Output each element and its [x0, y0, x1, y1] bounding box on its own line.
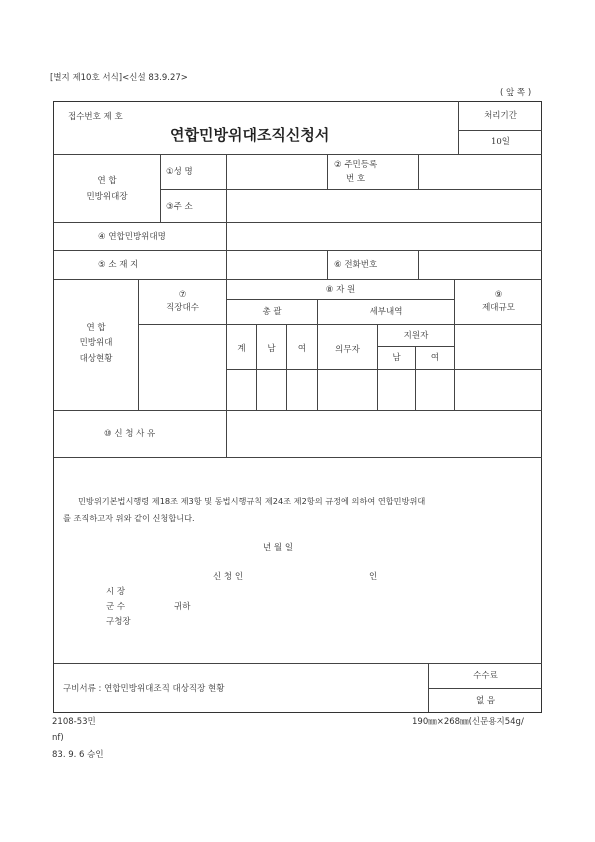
fee-value: 없 음	[475, 696, 496, 706]
target-label-line3: 대상현황	[79, 354, 113, 364]
col-total: 계	[237, 344, 246, 354]
address-label: ③주 소	[166, 202, 193, 212]
date-line: 년 월 일	[263, 543, 294, 553]
rule	[256, 324, 257, 410]
seal-mark: 인	[369, 572, 378, 582]
scale-label: 제대규모	[482, 303, 515, 313]
form-title: 연합민방위대조직신청서	[170, 126, 330, 144]
workplaces-label: 직장대수	[166, 303, 199, 313]
phone-label: ⑥ 전화번호	[334, 260, 378, 270]
rule	[138, 324, 542, 325]
address-field[interactable]	[227, 190, 541, 221]
processing-period-label: 처리기간	[484, 111, 517, 121]
rule	[54, 663, 542, 664]
rule	[54, 457, 542, 458]
statement-line1: 민방위기본법시행령 제18조 제3항 및 동법시행규칙 제24조 제2항의 규정에 의하여 연합민방위대	[78, 496, 426, 506]
rule	[226, 299, 454, 300]
location-field[interactable]	[227, 251, 326, 278]
phone-field[interactable]	[419, 251, 541, 278]
breakdown-header: 세부내역	[369, 307, 403, 317]
rule	[327, 154, 328, 189]
statement-line2: 를 조직하고자 위와 같이 신청합니다.	[63, 513, 195, 523]
unit-name-field[interactable]	[227, 223, 541, 249]
honorific: 귀하	[174, 602, 191, 612]
rule	[54, 279, 542, 280]
rrn-label-line1: ② 주민등록	[334, 160, 378, 170]
recipient-mayor: 시 장	[106, 587, 126, 597]
rule	[458, 130, 542, 131]
rule	[327, 250, 328, 279]
commander-label-line1: 연 합	[97, 176, 117, 186]
total-header: 총 괄	[262, 307, 282, 317]
form-code-suffix: nf)	[52, 733, 64, 743]
approval-date: 83. 9. 6 승인	[52, 750, 104, 760]
rrn-label-line2: 번 호	[346, 174, 366, 184]
fee-label: 수수료	[473, 671, 498, 681]
vol-male: 남	[392, 353, 401, 363]
attachments-text: 구비서류 : 연합민방위대조직 대상직장 현황	[63, 684, 225, 694]
form-code: 2108-53민	[52, 717, 96, 727]
name-label: ①성 명	[166, 167, 193, 177]
personnel-header: ⑧ 자 원	[325, 285, 356, 295]
form-reference: [별지 제10호 서식]<신설 83.9.27>	[50, 73, 188, 83]
name-field[interactable]	[227, 155, 326, 188]
commander-label-line2: 민방위대장	[86, 192, 128, 202]
rule	[160, 154, 161, 222]
rule	[428, 688, 542, 689]
unit-name-label: ④ 연합민방위대명	[98, 232, 166, 242]
recipient-district: 구청장	[106, 617, 131, 627]
reason-field[interactable]	[227, 411, 541, 456]
processing-period-value: 10일	[490, 137, 511, 147]
paper-spec: 190㎜×268㎜(신문용지54g/	[412, 717, 524, 727]
rule	[286, 324, 287, 410]
side-label: ( 앞 쪽 )	[500, 88, 532, 98]
rule	[226, 369, 542, 370]
vol-female: 여	[430, 353, 440, 363]
location-label: ⑤ 소 재 지	[98, 260, 139, 270]
reason-label: ⑩ 신 청 사 유	[104, 429, 156, 439]
col-mandatory: 의무자	[335, 345, 360, 355]
recipient-county: 군 수	[106, 602, 126, 612]
scale-number: ⑨	[494, 290, 503, 300]
rrn-field[interactable]	[419, 155, 541, 188]
target-label-line1: 연 합	[86, 323, 106, 333]
col-male: 남	[267, 344, 276, 354]
applicant-label: 신 청 인	[213, 572, 244, 582]
col-female: 여	[297, 344, 307, 354]
workplaces-number: ⑦	[178, 290, 187, 300]
target-label-line2: 민방위대	[79, 338, 113, 348]
volunteers-header: 지원자	[403, 331, 429, 341]
receipt-number: 접수번호 제 호	[68, 112, 123, 122]
